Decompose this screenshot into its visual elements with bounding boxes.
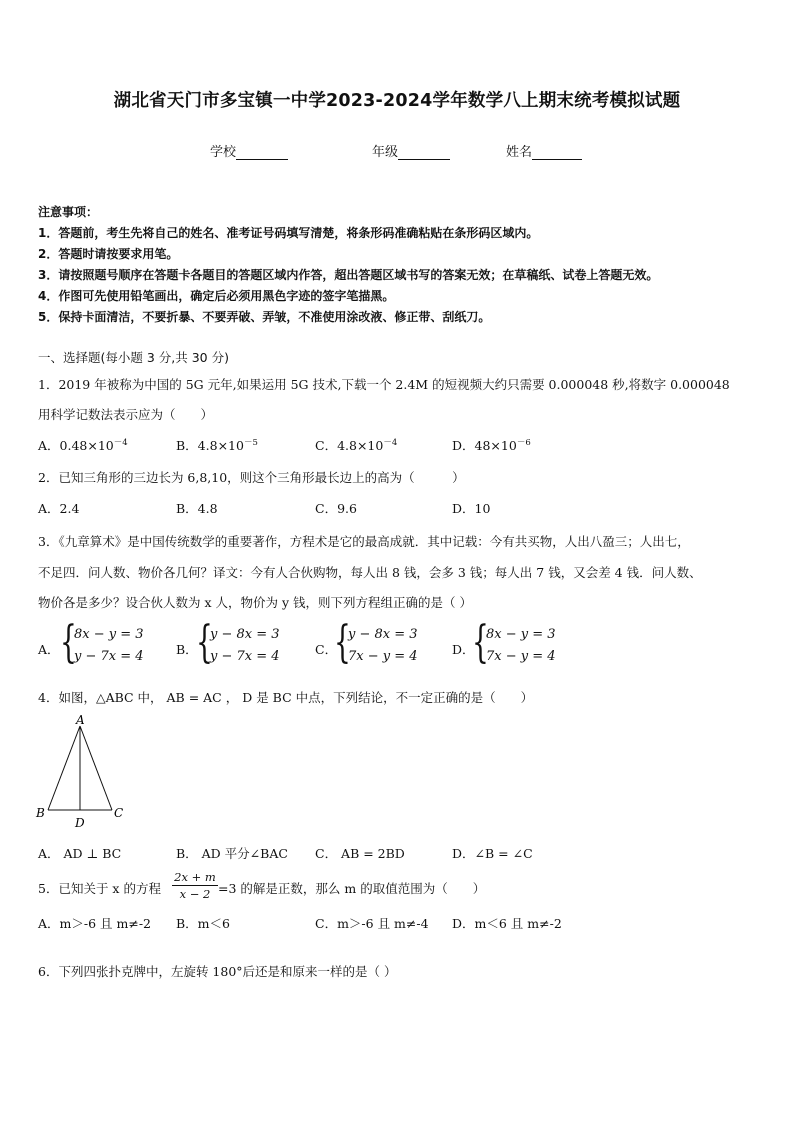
school-label: 学校 xyxy=(210,145,237,160)
q4-option-c: C． AB = 2BD xyxy=(315,846,405,861)
q5-option-a: A．m＞-6 且 m≠-2 xyxy=(38,916,152,931)
q1-option-c: C．$4.8\times 10^{-4}$ xyxy=(315,438,398,454)
school-field xyxy=(210,141,288,160)
q4-option-d: D．∠B = ∠C xyxy=(452,846,533,861)
q3-option-c-label: C． xyxy=(315,642,338,657)
q3-option-d-system: { 8x − y = 3 7x − y = 4 xyxy=(472,617,556,668)
q5-stem-post: =3 的解是正数，那么 m 的取值范围为（ ） xyxy=(218,881,486,896)
section-heading: 一、选择题(每小题 3 分,共 30 分) xyxy=(38,350,229,365)
triangle-figure xyxy=(34,714,134,834)
vertex-a-label: A xyxy=(76,714,85,727)
note-item: 1．答题前，考生先将自己的姓名、准考证号码填写清楚，将条形码准确粘贴在条形码区域内。 xyxy=(38,226,539,240)
side-ab xyxy=(48,726,80,810)
q3-option-a-label: A． xyxy=(38,642,60,657)
q4-stem: 4．如图，△ABC 中， AB = AC ， D 是 BC 中点，下列结论，不一定正确的是（ ） xyxy=(38,690,534,705)
q1-stem-line2: 用科学记数法表示应为（ ） xyxy=(38,407,214,422)
school-blank xyxy=(236,147,288,160)
fraction-numerator: 2x + m xyxy=(174,870,216,884)
brace-icon: { xyxy=(196,617,213,668)
q3-option-c-system: { y − 8x = 3 7x − y = 4 xyxy=(334,617,418,668)
name-blank xyxy=(532,147,582,160)
grade-blank xyxy=(398,147,450,160)
name-field xyxy=(506,141,582,160)
note-item: 3．请按照题号顺序在答题卡各题目的答题区域内作答，超出答题区域书写的答案无效；在草稿纸、试卷上答题无效。 xyxy=(38,268,659,282)
grade-label: 年级 xyxy=(372,145,399,160)
fraction-denominator: x − 2 xyxy=(179,887,211,901)
note-item: 2．答题时请按要求用笔。 xyxy=(38,247,179,261)
vertex-c-label: C xyxy=(114,806,124,820)
q3-stem-line1: 3．《九章算术》是中国传统数学的重要著作，方程术是它的最高成就．其中记载：今有共买物，人出八盈三；人出七， xyxy=(38,534,690,549)
q2-option-c: C．9.6 xyxy=(315,501,357,516)
q2-option-b: B．4.8 xyxy=(176,501,218,516)
grade-field xyxy=(372,141,450,160)
q1-stem-line1: 1．2019 年被称为中国的 5G 元年,如果运用 5G 技术,下载一个 2.4M 的短视频大约只需要 0.000048 秒,将数字 0.000048 xyxy=(38,377,730,392)
fraction-bar xyxy=(172,885,218,886)
notes-heading: 注意事项： xyxy=(38,205,99,219)
q3-option-b-system: { y − 8x = 3 y − 7x = 4 xyxy=(196,617,280,668)
brace-icon: { xyxy=(472,617,489,668)
q6-stem: 6．下列四张扑克牌中，左旋转 180°后还是和原来一样的是（ ） xyxy=(38,964,397,979)
vertex-b-label: B xyxy=(36,806,45,820)
brace-icon: { xyxy=(334,617,351,668)
exam-title: 湖北省天门市多宝镇一中学2023-2024学年数学八上期末统考模拟试题 xyxy=(113,91,681,111)
q3-stem-line2: 不足四．问人数、物价各几何？译文：今有人合伙购物，每人出 8 钱，会多 3 钱；每人出 7 钱，又会差 4 钱．问人数、 xyxy=(38,565,702,580)
q3-option-d-label: D． xyxy=(452,642,475,657)
q1-option-a: A．$0.48\times 10^{-4}$ xyxy=(38,438,128,454)
q3-stem-line3: 物价各是多少？设合伙人数为 x 人，物价为 y 钱，则下列方程组正确的是（ ） xyxy=(38,595,472,610)
q2-stem: 2．已知三角形的三边长为 6,8,10，则这个三角形最长边上的高为（ ） xyxy=(38,470,465,485)
q5-option-c: C．m＞-6 且 m≠-4 xyxy=(315,916,429,931)
q1-option-d: D．$48\times 10^{-6}$ xyxy=(452,438,531,454)
brace-icon: { xyxy=(60,617,77,668)
side-ac xyxy=(80,726,112,810)
q4-option-b: B． AD 平分∠BAC xyxy=(176,846,288,861)
q2-option-d: D．10 xyxy=(452,501,491,516)
q3-option-a-system: { 8x − y = 3 y − 7x = 4 xyxy=(60,617,144,668)
name-label: 姓名 xyxy=(506,145,533,160)
note-item: 5．保持卡面清洁，不要折暴、不要弄破、弄皱，不准使用涂改液、修正带、刮纸刀。 xyxy=(38,310,491,324)
q1-option-b: B．$4.8\times 10^{-5}$ xyxy=(176,438,258,454)
q5-option-b: B．m＜6 xyxy=(176,916,230,931)
q2-option-a: A．2.4 xyxy=(38,501,80,516)
q4-option-a: A． AD ⊥ BC xyxy=(38,846,122,861)
note-item: 4．作图可先使用铅笔画出，确定后必须用黑色字迹的签字笔描黑。 xyxy=(38,289,395,303)
q5-fraction xyxy=(172,870,218,901)
q5-option-d: D．m＜6 且 m≠-2 xyxy=(452,916,562,931)
q5-stem-pre: 5．已知关于 x 的方程 xyxy=(38,881,161,896)
q3-option-b-label: B． xyxy=(176,642,198,657)
point-d-label: D xyxy=(75,816,85,830)
